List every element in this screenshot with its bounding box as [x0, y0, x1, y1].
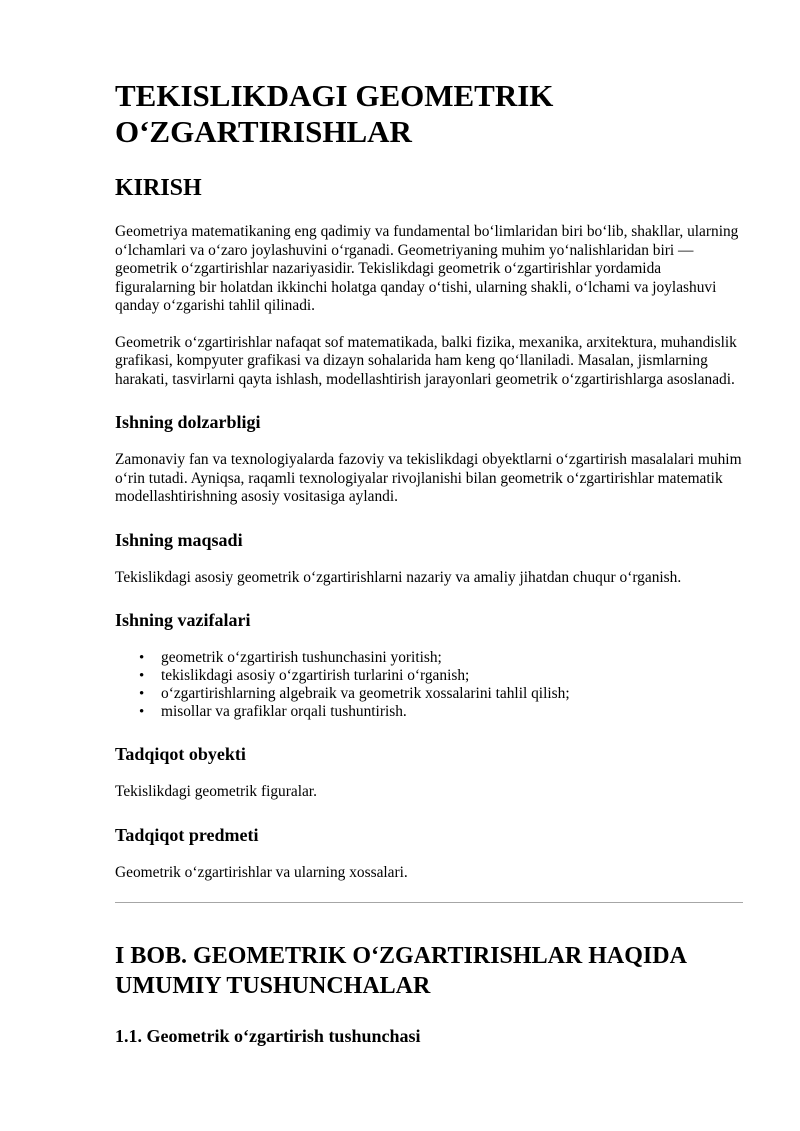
document-page [115, 78, 743, 1047]
intro-paragraph-1: Geometriya matematikaning eng qadimiy va fundamental bo‘limlaridan biri bo‘lib, shakllar, ularning o‘lchamlari va o‘zaro joylashuvini o‘rganadi. Geometriyaning muhim yo‘nalishlaridan biri — geometrik o‘zgartirishlar nazariyasidir. Tekislikdagi geometrik o‘zgartirishlar yordamida figuralarning bir holatdan ikkinchi holatga qanday o‘tishi, ularning shakli, o‘lchami va joylashuvi qanday o‘zgarishi tahlil qilinadi. [115, 223, 739, 314]
list-item-text: o‘zgartirishlarning algebraik va geometrik xossalarini tahlil qilish; [161, 685, 570, 702]
relevance-text: Zamonaviy fan va texnologiyalarda fazoviy va tekislikdagi obyektlarni o‘zgartirish masalalari muhim o‘rin tutadi. Ayniqsa, raqamli texnologiyalar rivojlanishi bilan geometrik o‘zgartirishlar matematik modellashtirishning asosiy vositasiga aylandi. [115, 451, 742, 505]
chapter-heading: I BOB. GEOMETRIK O‘ZGARTIRISHLAR HAQIDA UMUMIY TUSHUNCHALAR [115, 943, 686, 999]
bullet-icon: • [139, 668, 145, 684]
document-title: TEKISLIKDAGI GEOMETRIK O‘ZGARTIRISHLAR [115, 78, 554, 149]
section-divider [115, 902, 743, 903]
bullet-icon: • [139, 650, 145, 666]
list-item [139, 667, 743, 685]
intro-paragraph-2: Geometrik o‘zgartirishlar nafaqat sof matematikada, balki fizika, mexanika, arxitektura, muhandislik grafikasi, kompyuter grafikasi va dizayn sohalarida ham keng qo‘llaniladi. Masalan, jismlarning harakati, tasvirlarni qayta ishlash, modellashtirish jarayonlari geometrik o‘zgartirishlarga asoslanadi. [115, 333, 737, 388]
list-item-text: misollar va grafiklar orqali tushuntirish. [161, 703, 407, 720]
tasks-list [115, 649, 743, 721]
object-text: Tekislikdagi geometrik figuralar. [115, 783, 317, 800]
tasks-heading: Ishning vazifalari [115, 610, 251, 630]
intro-heading: KIRISH [115, 175, 202, 201]
subject-heading: Tadqiqot predmeti [115, 824, 259, 845]
relevance-heading: Ishning dolzarbligi [115, 412, 261, 432]
list-item-text: geometrik o‘zgartirish tushunchasini yoritish; [161, 649, 442, 666]
bullet-icon: • [139, 686, 145, 702]
list-item [139, 685, 743, 703]
list-item-text: tekislikdagi asosiy o‘zgartirish turlarini o‘rganish; [161, 667, 470, 684]
list-item [139, 649, 743, 667]
goal-text: Tekislikdagi asosiy geometrik o‘zgartirishlarni nazariy va amaliy jihatdan chuqur o‘rganish. [115, 568, 682, 586]
subsection-heading: 1.1. Geometrik o‘zgartirish tushunchasi [115, 1026, 421, 1046]
object-heading: Tadqiqot obyekti [115, 744, 246, 764]
subject-text: Geometrik o‘zgartirishlar va ularning xossalari. [115, 863, 408, 881]
list-item [139, 703, 743, 721]
goal-heading: Ishning maqsadi [115, 529, 243, 550]
bullet-icon: • [139, 704, 145, 720]
